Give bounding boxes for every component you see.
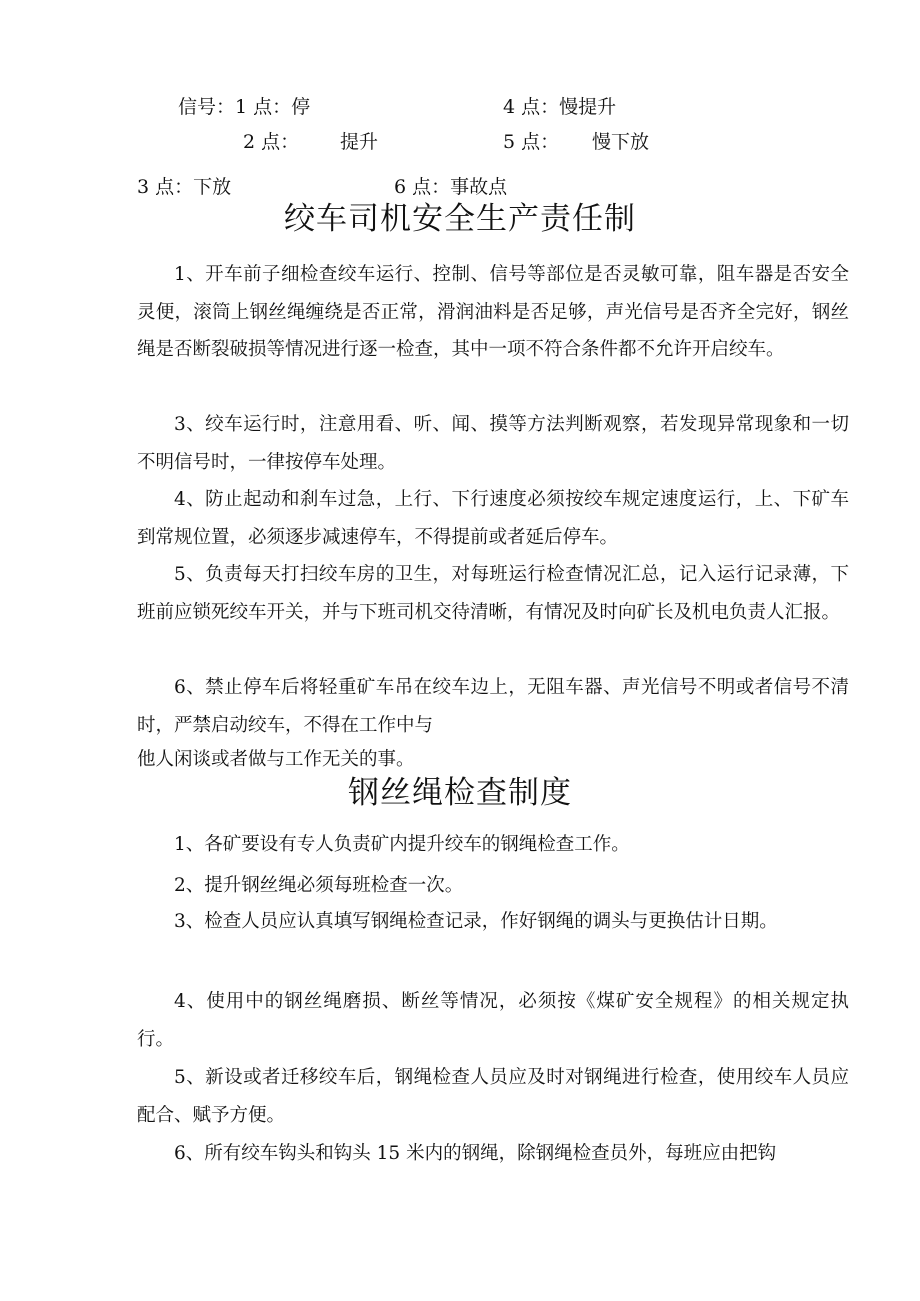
signal-6: 6 点：事故点 [394, 176, 508, 198]
signal-5: 5 点： [503, 131, 560, 153]
rope-item-4: 4、使用中的钢丝绳磨损、断丝等情况，必须按《煤矿安全规程》的相关规定执行。 [137, 991, 849, 1050]
signal-4: 4 点：慢提升 [503, 96, 617, 118]
paragraph-item-3: 3、绞车运行时，注意用看、听、闻、摸等方法判断观察，若发现异常现象和一切不明信号时，一律按停车处理。 [137, 414, 849, 473]
rope-item-3: 3、检查人员应认真填写钢绳检查记录，作好钢绳的调头与更换估计日期。 [174, 911, 778, 932]
signal-2: 2 点： [243, 131, 300, 153]
paragraph-item-6-continued: 他人闲谈或者做与工作无关的事。 [137, 749, 415, 770]
signal-3: 3 点：下放 [137, 176, 232, 198]
section-title-wire-rope-inspection: 钢丝绳检查制度 [348, 775, 572, 811]
signal-2-action: 提升 [340, 131, 379, 153]
paragraph-item-5: 5、负责每天打扫绞车房的卫生，对每班运行检查情况汇总，记入运行记录薄，下班前应锁死绞车开关，并与下班司机交待清晰，有情况及时向矿长及机电负责人汇报。 [137, 564, 849, 623]
rope-item-1: 1、各矿要设有专人负责矿内提升绞车的钢绳检查工作。 [174, 834, 630, 855]
section-title-driver-responsibility: 绞车司机安全生产责任制 [284, 201, 636, 237]
paragraph-item-4: 4、防止起动和刹车过急，上行、下行速度必须按绞车规定速度运行，上、下矿车到常规位置，必须逐步减速停车，不得提前或者延后停车。 [137, 489, 849, 548]
signal-1: 信号：1 点：停 [178, 96, 311, 118]
rope-item-2: 2、提升钢丝绳必须每班检查一次。 [174, 875, 464, 896]
rope-item-6: 6、所有绞车钩头和钩头 15 米内的钢绳，除钢绳检查员外，每班应由把钩 [174, 1143, 777, 1164]
rope-item-5: 5、新设或者迁移绞车后，钢绳检查人员应及时对钢绳进行检查，使用绞车人员应配合、赋予方便。 [137, 1067, 849, 1126]
signal-5-action: 慢下放 [592, 131, 650, 153]
paragraph-item-1: 1、开车前子细检查绞车运行、控制、信号等部位是否灵敏可靠，阻车器是否安全灵便，滚筒上钢丝绳缠绕是否正常，滑润油料是否足够，声光信号是否齐全完好，钢丝绳是否断裂破损等情况进行逐一检查，其中一项不符合条件都不允许开启绞车。 [137, 264, 849, 360]
paragraph-item-6: 6、禁止停车后将轻重矿车吊在绞车边上，无阻车器、声光信号不明或者信号不清时，严禁启动绞车，不得在工作中与 [137, 677, 849, 736]
